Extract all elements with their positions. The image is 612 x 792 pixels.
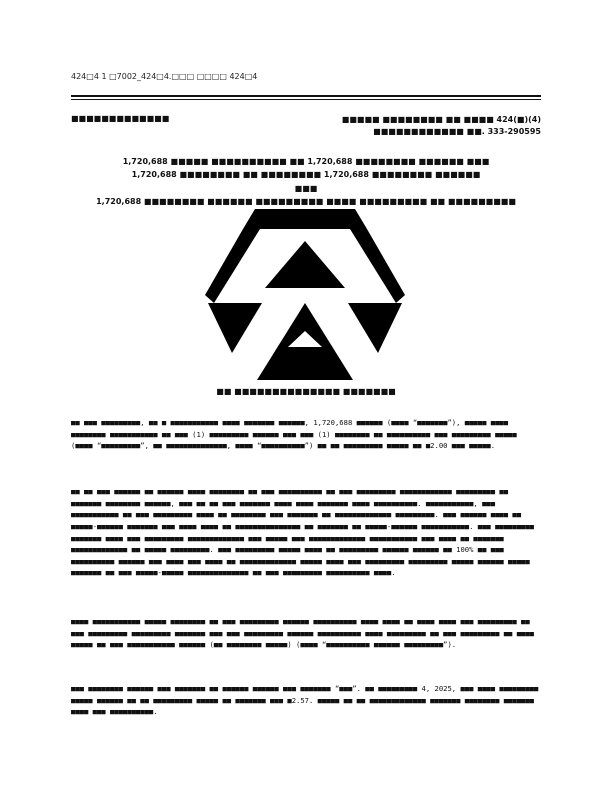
document-header: 424□4 1 □7002_424□4.□□□ □□□□ 424□4 — [71, 72, 258, 81]
offering-title — [71, 155, 541, 208]
title-line-3: ■■■ — [294, 183, 318, 193]
logo-top-bar — [243, 209, 367, 229]
header-rule-thin — [71, 99, 541, 100]
company-logo — [205, 209, 405, 380]
filing-left-label: ■■■■■■■■■■■■■ — [71, 114, 170, 123]
logo-left-wing — [205, 229, 260, 303]
paragraph-1: ■■ ■■■ ■■■■■■■■■, ■■ ■ ■■■■■■■■■■■ ■■■■ ■■■■■■■ ■■■■■■, 1,720,688 ■■■■■■ (■■■■ “■■■■■■■”), ■■■■■ ■■■■ ■■■■■■■■ ■■■■■■■■■■■ ■■ ■■■ (1) ■■■■■■■■■ ■■■■■■ ■■■ ■■■ (1) ■■■■■■■■ ■■ ■■■■■■■■■■ ■■■ ■■■■■■■■■ ■■■■■ (■■■■ “■■■■■■■■■”, ■■ ■■■■■■■■■■■■■■, ■■■■ “■■■■■■■■■■”) ■■ ■■ ■■■■■■■■■ ■■■■■ ■■ ■2.00 ■■■ ■■■■■. — [71, 418, 517, 451]
registration-number: ■■■■■■■■■■■■ ■■. 333-290595 — [373, 127, 541, 136]
title-line-1: 1,720,688 ■■■■■ ■■■■■■■■■■ ■■ 1,720,688 ■■■■■■■■ ■■■■■■ ■■■ — [122, 157, 490, 166]
title-line-2: 1,720,688 ■■■■■■■■ ■■ ■■■■■■■■ 1,720,688 ■■■■■■■■ ■■■■■■ — [131, 170, 481, 180]
paragraph-4: ■■■ ■■■■■■■■ ■■■■■■ ■■■ ■■■■■■■ ■■ ■■■■■■ ■■■■■■ ■■■ ■■■■■■■ “■■■”. ■■ ■■■■■■■■■ 4, 2025, ■■■ ■■■■ ■■■■■■■■■ ■■■■■ ■■■■■■ ■■ ■■ ■■■■■■■■■ ■■■■■ ■■ ■■■■■■■ ■■■ ■2.57. ■■■■■ ■■ ■■ ■■■■■■■■■■■■■ ■■■■■■■ ■■■■■■■■ ■■■■■■■ ■■■■ ■■■ ■■■■■■■■■■. — [71, 684, 539, 717]
title-line-4: 1,720,688 ■■■■■■■■ ■■■■■■ ■■■■■■■■■ ■■■■ ■■■■■■■■■ ■■ ■■■■■■■■■ — [96, 196, 516, 206]
filing-info — [342, 114, 541, 138]
paragraph-2: ■■ ■■ ■■■ ■■■■■■ ■■ ■■■■■■ ■■■■ ■■■■■■■■ ■■ ■■■ ■■■■■■■■■■ ■■ ■■■ ■■■■■■■■■ ■■■■■■■■■■■■ ■■■■■■■■■ ■■ ■■■■■■■ ■■■■■■■■ ■■■■■■, ■■■ ■■ ■■ ■■■ ■■■■■■■ ■■■■ ■■■■ ■■■■■■■ ■■■■ ■■■■■■■■■■. ■■■■■■■■■■■, ■■■ ■■■■■■■■■■■ ■■ ■■■ ■■■■■■■■■ ■■■■ ■■ ■■■■■■■■ ■■■ ■■■■■■■ ■■ ■■■■■■■■■■■■■ ■■■■■■■■■. ■■■ ■■■■■■ ■■■■ ■■ ■■■■■-■■■■■■ ■■■■■■■ ■■■ ■■■■ ■■■■ ■■ ■■■■■■■■■■■■■■■ ■■ ■■■■■■■ ■■ ■■■■■-■■■■■■ ■■■■■■■■■■■. ■■■ ■■■■■■■■■ ■■■■■■■ ■■■■ ■■■ ■■■■■■■■■ ■■■■■■■■■■■■■ ■■■ ■■■■■ ■■■ ■■■■■■■■■■■■■ ■■■■■■■■■■■ ■■■ ■■■■ ■■ ■■■■■■■ ■■■■■■■■■■■■■ ■■ ■■■■■ ■■■■■■■■■. ■■■ ■■■■■■■■■ ■■■■■ ■■■■ ■■ ■■■■■■■■■ ■■■■■■ ■■■■■■ ■■ 100% ■■ ■■■ ■■■■■■■■■■ ■■■■■■ ■■■ ■■■■ ■■■ ■■■■ ■■ ■■■■■■■■■■■■■ ■■■■■ ■■■■ ■■■ ■■■■■■■■■ ■■■■■■■■■ ■■■■■ ■■■■■■ ■■■■■ ■■■■■■■ ■■ ■■■ ■■■■■-■■■■■ ■■■■■■■■■■■■■■ ■■ ■■■ ■■■■■■■■■ ■■■■■■■■■■ ■■■■. — [71, 487, 535, 578]
logo-right-lower — [348, 303, 402, 353]
logo-left-lower — [208, 303, 262, 353]
logo-center-triangle — [265, 241, 345, 288]
logo-right-wing — [350, 229, 405, 303]
header-rule-thick — [71, 95, 541, 97]
logo-caption: ■■ ■■■■■■■■■■■■■■ ■■■■■■■ — [216, 387, 396, 396]
paragraph-3: ■■■■ ■■■■■■■■■■■ ■■■■■ ■■■■■■■■ ■■ ■■■ ■■■■■■■■■ ■■■■■■ ■■■■■■■■■■ ■■■■ ■■■■ ■■ ■■■■ ■■■■ ■■■ ■■■■■■■■■ ■■ ■■■ ■■■■■■■■■ ■■■■■■■■■ ■■■■■■■ ■■■ ■■■ ■■■■■■■■■ ■■■■■■ ■■■■■■■■■■ ■■■■ ■■■■■■■■■ ■■ ■■■ ■■■■■■■■■ ■■ ■■■■ ■■■■■ ■■ ■■■ ■■■■■■■■■■■ ■■■■■■ (■■ ■■■■■■■■ ■■■■■) (■■■■ “■■■■■■■■■■ ■■■■■■ ■■■■■■■■■”). — [71, 617, 535, 650]
filing-rule-line: ■■■■■ ■■■■■■■■ ■■ ■■■■ 424(■)(4) — [341, 115, 541, 124]
